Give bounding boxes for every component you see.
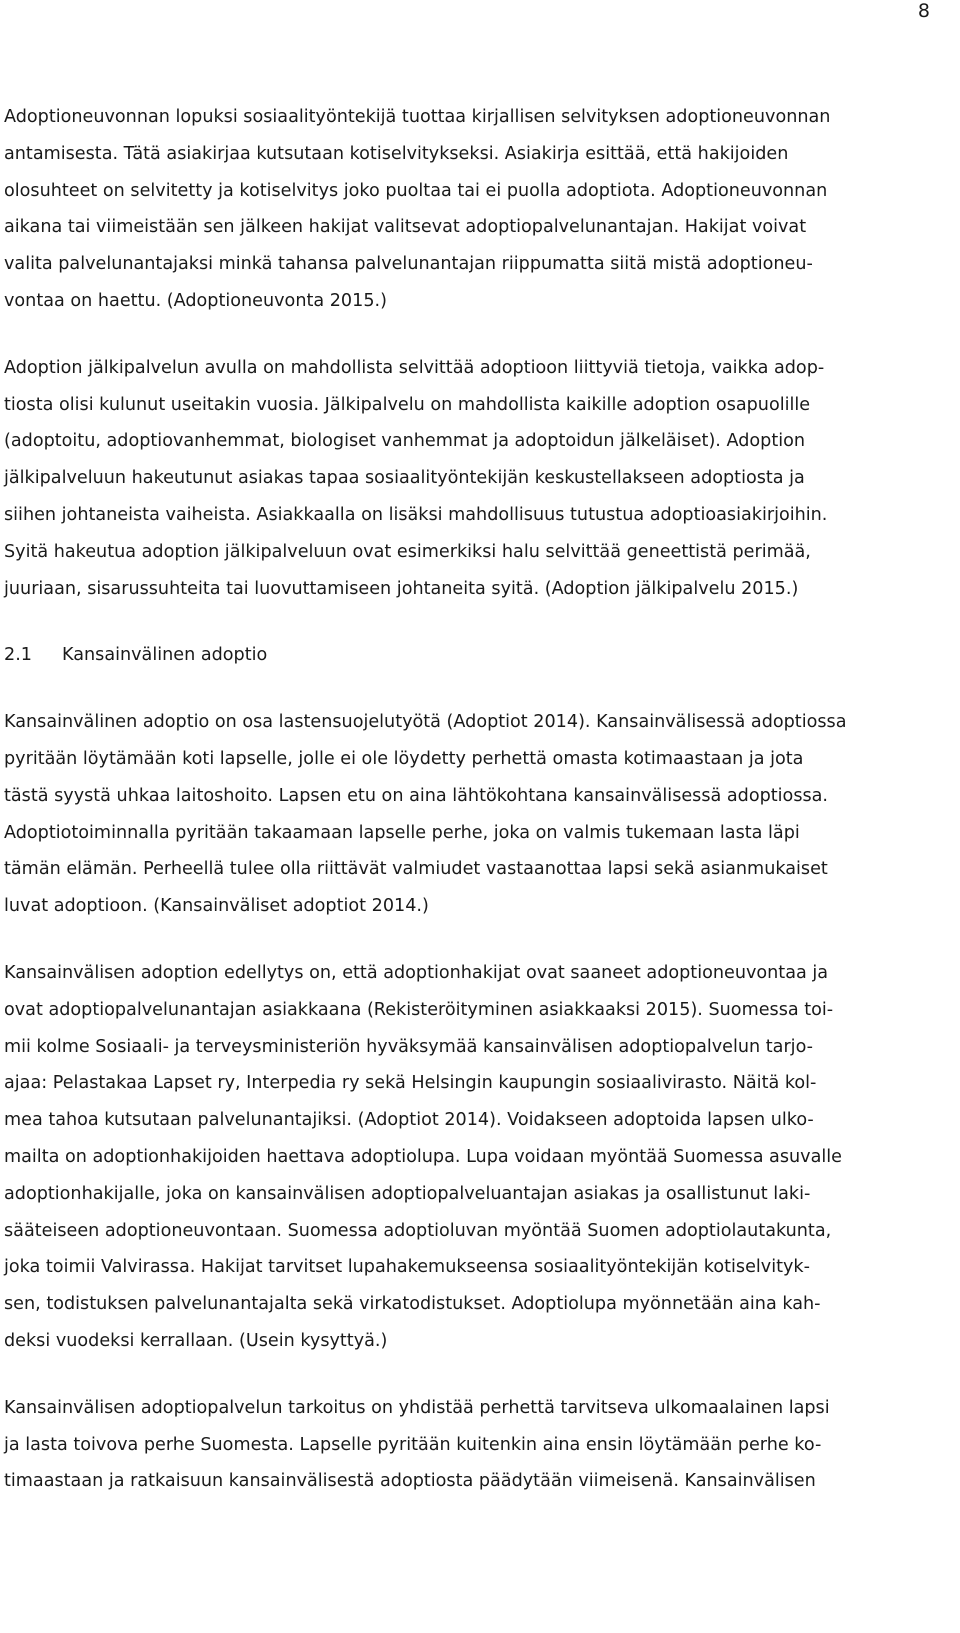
text-line: ja lasta toivova perhe Suomesta. Lapselle pyritään kuitenkin aina ensin löytämään perhe ko- <box>4 1434 822 1455</box>
paragraph-edellytys <box>4 955 960 1360</box>
paragraph-adoptioneuvonta <box>4 99 960 320</box>
text-line: (adoptoitu, adoptiovanhemmat, biologiset vanhemmat ja adoptoidun jälkeläiset). Adoption <box>4 431 806 452</box>
text-line: juuriaan, sisarussuhteita tai luovuttamiseen johtaneita syitä. (Adoption jälkipalvelu 2015.) <box>4 578 799 599</box>
text-line: Adoption jälkipalvelun avulla on mahdollista selvittää adoptioon liittyviä tietoja, vaikka adop- <box>4 357 825 378</box>
text-line: pyritään löytämään koti lapselle, jolle ei ole löydetty perhettä omasta kotimaastaan ja jota <box>4 748 804 769</box>
text-line: antamisesta. Tätä asiakirjaa kutsutaan kotiselvitykseksi. Asiakirja esittää, että hakijoiden <box>4 143 789 164</box>
text-line: timaastaan ja ratkaisuun kansainvälisestä adoptiosta päädytään viimeisenä. Kansainvälisen <box>4 1471 816 1492</box>
text-line: Kansainvälinen adoptio on osa lastensuojelutyötä (Adoptiot 2014). Kansainvälisessä adoptiossa <box>4 712 847 733</box>
paragraph-jalkipalvelu <box>4 350 960 608</box>
paragraph-gap <box>4 1360 960 1390</box>
text-line: Syitä hakeutua adoption jälkipalveluun ovat esimerkiksi halu selvittää geneettistä perimää, <box>4 541 811 562</box>
text-line: tämän elämän. Perheellä tulee olla riittävät valmiudet vastaanottaa lapsi sekä asianmukaiset <box>4 859 828 880</box>
paragraph-tarkoitus <box>4 1390 960 1500</box>
text-line: joka toimii Valvirassa. Hakijat tarvitset lupahakemukseensa sosiaalityöntekijän kotiselvityk- <box>4 1257 810 1278</box>
text-line: olosuhteet on selvitetty ja kotiselvitys joko puoltaa tai ei puolla adoptiota. Adoptioneuvonnan <box>4 180 828 201</box>
text-line: valita palvelunantajaksi minkä tahansa palvelunantajan riippumatta siitä mistä adoptioneu- <box>4 254 813 275</box>
text-line: luvat adoptioon. (Kansainväliset adoptiot 2014.) <box>4 896 429 917</box>
text-line: aikana tai viimeistään sen jälkeen hakijat valitsevat adoptiopalvelunantajan. Hakijat voivat <box>4 217 807 238</box>
paragraph-gap <box>4 607 960 637</box>
section-number: 2.1 <box>4 645 32 666</box>
text-line: Kansainvälisen adoptiopalvelun tarkoitus on yhdistää perhettä tarvitseva ulkomaalainen lapsi <box>4 1397 830 1418</box>
text-line: ajaa: Pelastakaa Lapset ry, Interpedia ry sekä Helsingin kaupungin sosiaalivirasto. Näitä kol- <box>4 1073 817 1094</box>
section-heading <box>4 637 960 674</box>
text-line: mailta on adoptionhakijoiden haettava adoptiolupa. Lupa voidaan myöntää Suomessa asuvalle <box>4 1146 842 1167</box>
text-line: adoptionhakijalle, joka on kansainvälisen adoptiopalveluantajan asiakas ja osallistunut laki- <box>4 1183 811 1204</box>
text-line: deksi vuodeksi kerrallaan. (Usein kysyttyä.) <box>4 1330 388 1351</box>
paragraph-kansainvalinen-adoptio <box>4 704 960 925</box>
text-line: siihen johtaneista vaiheista. Asiakkaalla on lisäksi mahdollisuus tutustua adoptioasiakirjoihin. <box>4 504 828 525</box>
document-body <box>4 99 960 1500</box>
text-line: tästä syystä uhkaa laitoshoito. Lapsen etu on aina lähtökohtana kansainvälisessä adoptiossa. <box>4 785 829 806</box>
text-line: sen, todistuksen palvelunantajalta sekä virkatodistukset. Adoptiolupa myönnetään aina kah- <box>4 1294 821 1315</box>
text-line: mii kolme Sosiaali- ja terveysministeriön hyväksymää kansainvälisen adoptiopalvelun tarjo- <box>4 1036 814 1057</box>
text-line: vontaa on haettu. (Adoptioneuvonta 2015.) <box>4 290 387 311</box>
text-line: sääteiseen adoptioneuvontaan. Suomessa adoptioluvan myöntää Suomen adoptiolautakunta, <box>4 1220 832 1241</box>
text-line: tiosta olisi kulunut useitakin vuosia. Jälkipalvelu on mahdollista kaikille adoption osapuolille <box>4 394 811 415</box>
text-line: mea tahoa kutsutaan palvelunantajiksi. (Adoptiot 2014). Voidakseen adoptoida lapsen ulko- <box>4 1110 814 1131</box>
paragraph-gap <box>4 925 960 955</box>
text-line: jälkipalveluun hakeutunut asiakas tapaa sosiaalityöntekijän keskustellakseen adoptiosta ja <box>4 468 805 489</box>
text-line: ovat adoptiopalvelunantajan asiakkaana (Rekisteröityminen asiakkaaksi 2015). Suomessa toi- <box>4 999 834 1020</box>
paragraph-gap <box>4 320 960 350</box>
text-line: Kansainvälisen adoption edellytys on, että adoptionhakijat ovat saaneet adoptioneuvontaa ja <box>4 962 829 983</box>
text-line: Adoptiotoiminnalla pyritään takaamaan lapselle perhe, joka on valmis tukemaan lasta läpi <box>4 822 800 843</box>
paragraph-gap <box>4 674 960 704</box>
section-title: Kansainvälinen adoptio <box>62 645 268 666</box>
page-number: 8 <box>917 0 930 22</box>
text-line: Adoptioneuvonnan lopuksi sosiaalityöntekijä tuottaa kirjallisen selvityksen adoptioneuvonnan <box>4 107 831 127</box>
